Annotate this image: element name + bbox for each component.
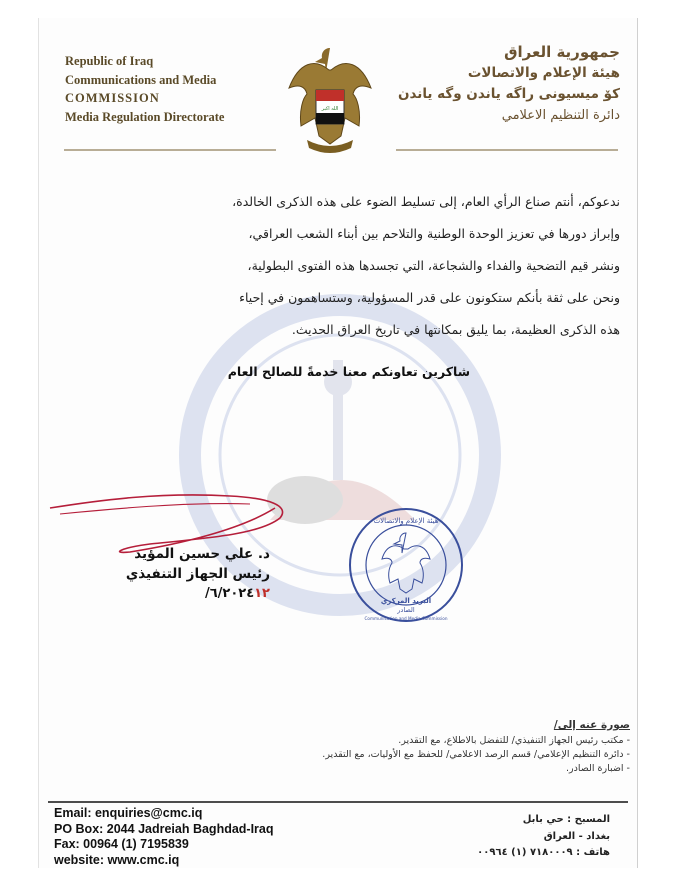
body-paragraph: ونحن على ثقة بأنكم ستكونون على قدر المسؤولية، وستساهمون في إحياء (239, 290, 620, 305)
stamp-bottom-text: الصادر (397, 606, 415, 614)
stamp-english-text: Communication and Media Commission (364, 616, 448, 621)
header-ar-country: جمهورية العراق (504, 43, 620, 61)
copies-heading: صورة عنه إلى/ (553, 719, 630, 731)
footer-email: Email: enquiries@cmc.iq (54, 806, 203, 820)
iraq-eagle-emblem-icon (285, 40, 375, 158)
header-en-directorate: Media Regulation Directorate (65, 109, 225, 124)
date-day: ١٢ (254, 586, 270, 601)
copies-item: - مكتب رئيس الجهاز التنفيذي/ للتفضل بالاطلاع، مع التقدير. (398, 735, 630, 746)
official-stamp (346, 505, 466, 625)
body-paragraph: هذه الذكرى العظيمة، بما يليق بمكانتها في تاريخ العراق الحديث. (291, 322, 620, 337)
footer-website: website: www.cmc.iq (54, 852, 180, 867)
header-ar-directorate: دائرة التنظيم الاعلامي (501, 108, 620, 123)
header-english-block (65, 52, 295, 126)
footer-ar-address-2: بغداد - العراق (543, 830, 610, 842)
body-paragraph: ندعوكم، أنتم صناع الرأي العام، إلى تسليط الضوء على هذه الذكرى الخالدة، (232, 194, 620, 209)
signatory-name: د. علي حسين المؤيد (134, 546, 270, 562)
date-year-month: /٦/٢٠٢٤ (204, 586, 255, 601)
footer-fax: Fax: 00964 (1) 7195839 (54, 837, 189, 851)
header-arabic-block (390, 42, 620, 126)
body-paragraph: وإبراز دورها في تعزيز الوحدة الوطنية والتلاحم بين أبناء الشعب العراقي، (248, 226, 620, 241)
letter-date (110, 584, 270, 604)
letter-body (100, 186, 620, 346)
footer-contact-english (54, 806, 334, 868)
signatory-title: رئيس الجهاز التنفيذي (125, 566, 270, 582)
stamp-center-text: البريد المركزي (380, 597, 432, 605)
body-paragraph: ونشر قيم التضحية والفداء والشجاعة، التي تجسدها هذه الفتوى البطولية، (247, 258, 620, 273)
header-en-commission: COMMISSION (65, 91, 160, 105)
footer-pobox: PO Box: 2044 Jadreiah Baghdad-Iraq (54, 821, 274, 836)
header-ku-org: كۆ میسیونی راگه یاندن وگه یاندن (397, 86, 620, 102)
copies-item: - اضبارة الصادر. (565, 763, 630, 774)
footer-ar-phone: هاتف : ٧١٨٠٠٠٩ (١) ٠٠٩٦٤ (477, 847, 610, 858)
header-ar-org: هيئة الإعلام والاتصالات (467, 65, 620, 81)
closing-line: شاكرين تعاونكم معنا خدمةً للصالح العام (227, 364, 470, 379)
svg-text:الله اكبر: الله اكبر (321, 106, 339, 112)
footer-contact-arabic (430, 812, 610, 862)
header-en-country: Republic of Iraq (65, 54, 154, 68)
header-divider-left (64, 149, 276, 151)
header-en-org: Communications and Media (65, 72, 217, 87)
header-divider-right (396, 149, 618, 151)
stamp-arabic-text: هيئة الإعلام والاتصالات (373, 517, 439, 525)
signature-block (110, 544, 270, 604)
footer-divider (48, 801, 628, 803)
copies-to-block (300, 718, 630, 776)
footer-ar-address-1: المسبح : حي بابل (522, 814, 610, 825)
copies-item: - دائرة التنظيم الإعلامي/ قسم الرصد الاعلامي/ للحفظ مع الأوليات، مع التقدير. (322, 749, 630, 760)
